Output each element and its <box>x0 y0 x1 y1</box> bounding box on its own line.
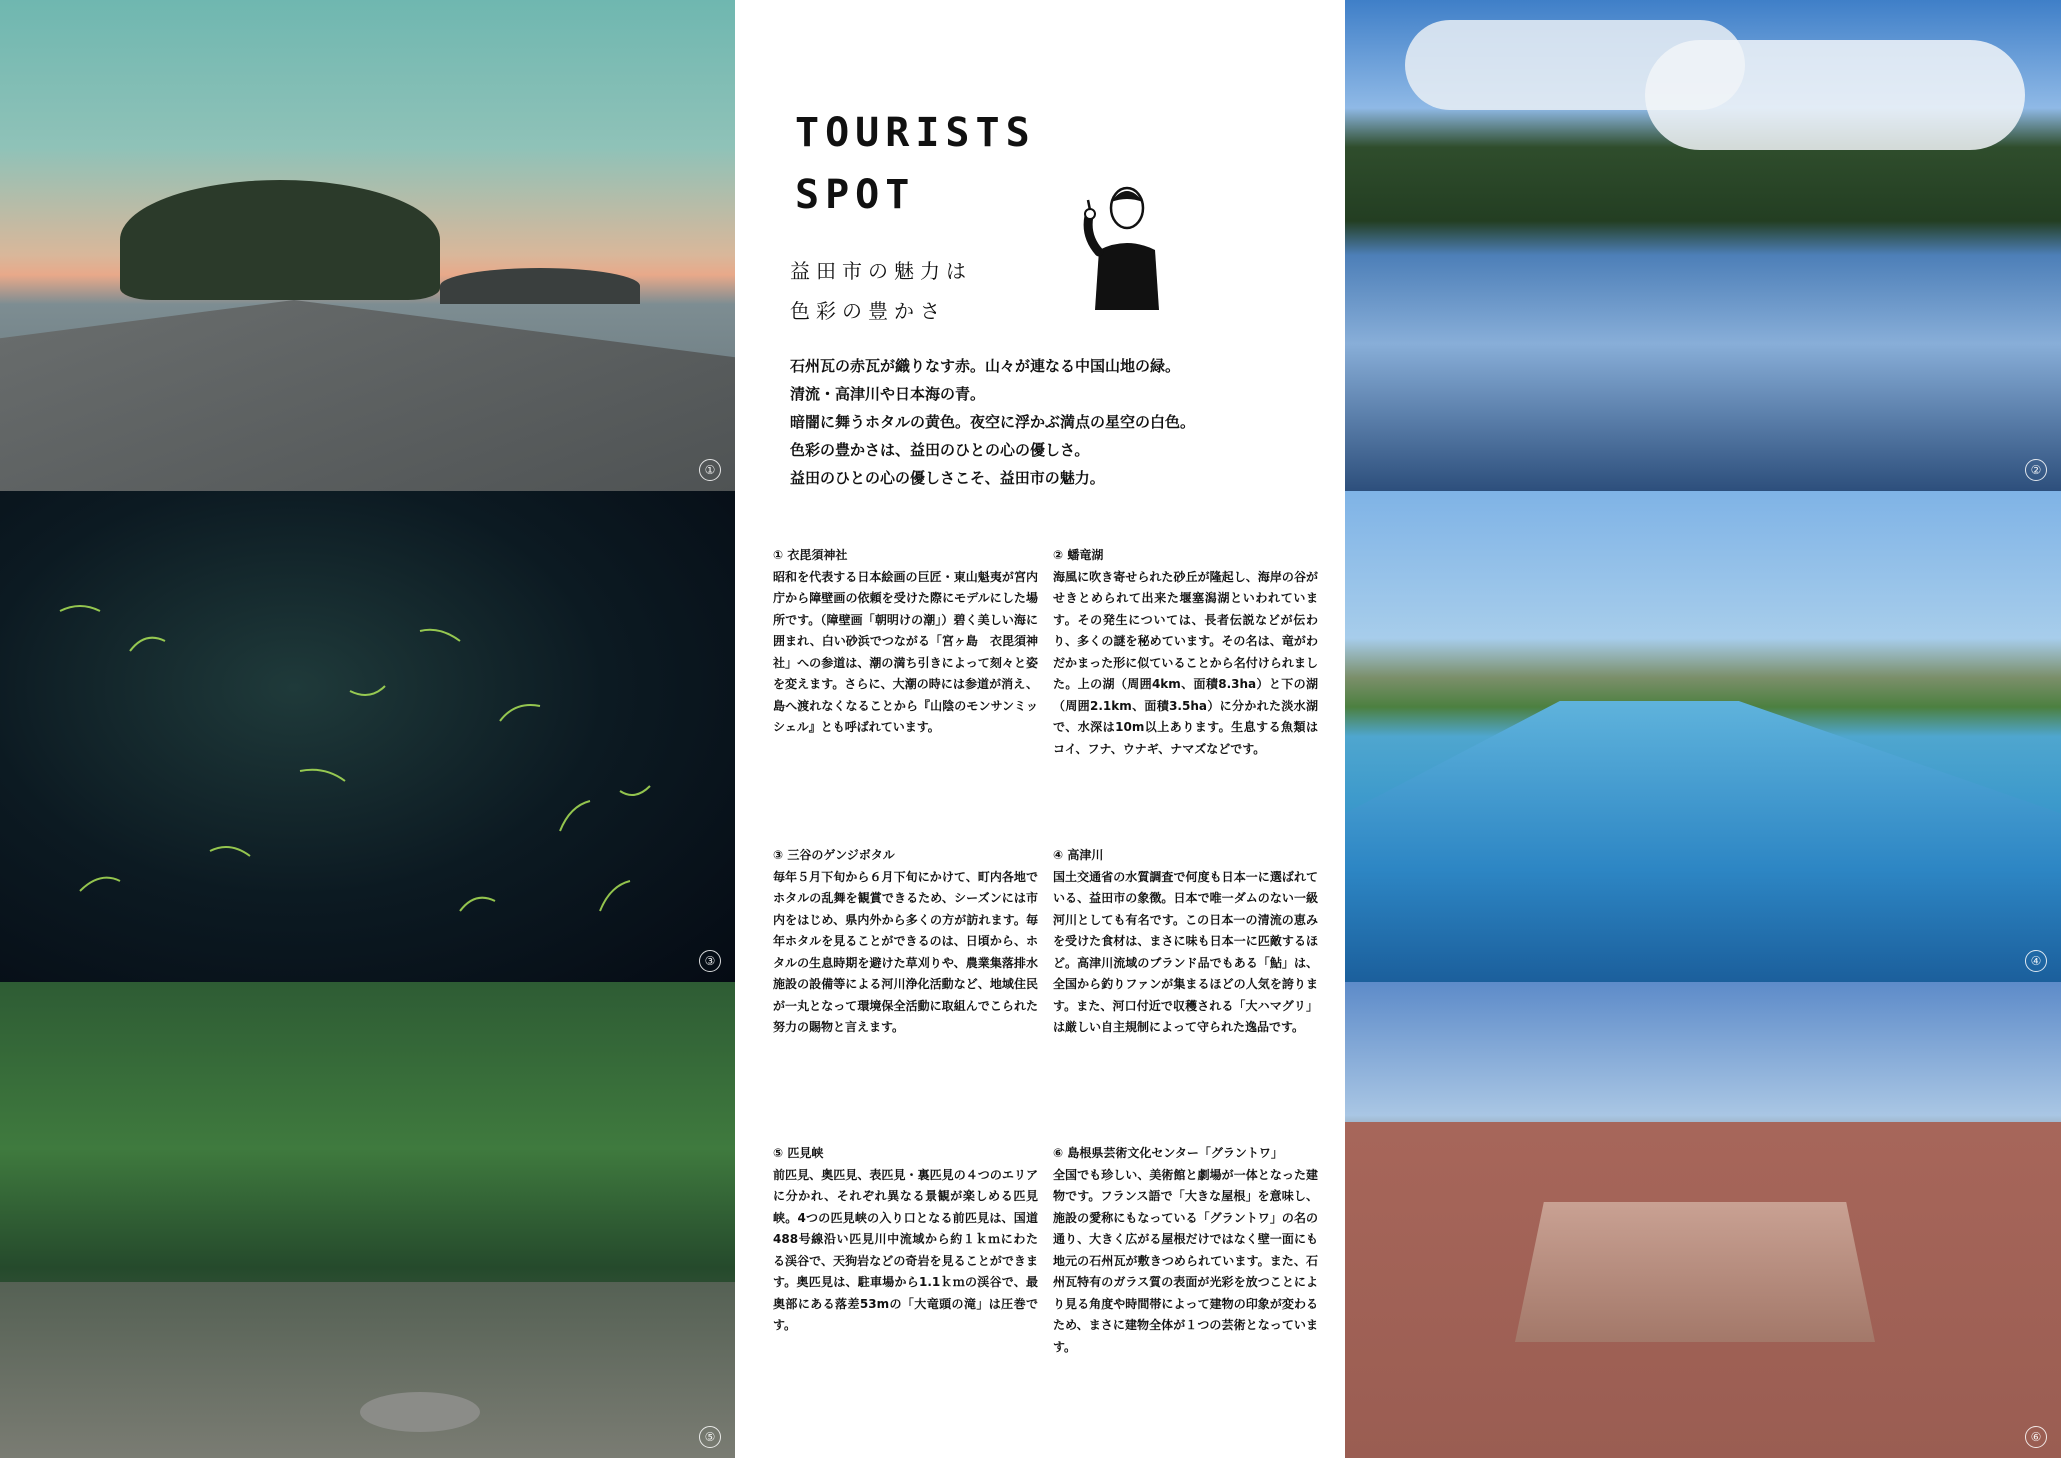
photo-number-4: ④ <box>2025 950 2047 972</box>
water-courtyard-shape <box>1515 1202 1875 1342</box>
spot-title: ⑤ 匹見峡 <box>773 1146 824 1160</box>
intro-line: 暗闇に舞うホタルの黄色。夜空に浮かぶ満点の星空の白色。 <box>790 413 1196 431</box>
spot-hikimi-gorge <box>773 1143 1038 1337</box>
text-column <box>735 0 1345 1458</box>
title-line-1: TOURISTS <box>795 110 1036 156</box>
photo-number-5: ⑤ <box>699 1426 721 1448</box>
spot-mitani-fireflies <box>773 845 1038 1039</box>
rock-shape <box>360 1392 480 1432</box>
spot-grand-toit <box>1053 1143 1318 1358</box>
subtitle-line-2: 色彩の豊かさ <box>790 299 946 323</box>
photo-hikimi-gorge <box>0 982 735 1458</box>
spot-body: 毎年５月下旬から６月下旬にかけて、町内各地でホタルの乱舞を観賞できるため、シーズンには市内をはじめ、県内外から多くの方が訪れます。毎年ホタルを見ることができるのは、日頃から、ホタルの生息時期を避けた草刈りや、農業集落排水施設の設備等による河川浄化活動など、地域住民が一丸となって環境保全活動に取組んでこられた努力の賜物と言えます。 <box>773 869 1038 1034</box>
subtitle-line-1: 益田市の魅力は <box>790 259 972 283</box>
island-shape <box>120 180 440 300</box>
spot-body: 前匹見、奥匹見、表匹見・裏匹見の４つのエリアに分かれ、それぞれ異なる景観が楽しめる匹見峡。4つの匹見峡の入り口となる前匹見は、国道488号線沿い匹見川中流域から約１ｋｍにわたる渓谷で、天狗岩などの奇岩を見ることができます。奥匹見は、駐車場から1.1ｋｍの渓谷で、最奥部にある落差53mの「大竜頭の滝」は圧巻です。 <box>773 1167 1038 1332</box>
spot-ebisu-shrine <box>773 545 1038 739</box>
intro-line: 清流・高津川や日本海の青。 <box>790 385 986 403</box>
spot-body: 昭和を代表する日本絵画の巨匠・東山魁夷が宮内庁から障壁画の依頼を受けた際にモデルにした場所です。（障壁画「朝明けの潮」）碧く美しい海に囲まれ、白い砂浜でつながる「宮ヶ島 衣毘須神社」への参道は、潮の満ち引きによって刻々と姿を変えます。さらに、大潮の時には参道が消え、島へ渡れなくなることから『山陰のモンサンミッシェル』とも呼ばれています。 <box>773 569 1038 734</box>
spot-title: ⑥ 島根県芸術文化センター「グラントワ」 <box>1053 1146 1283 1160</box>
spot-title: ② 蟠竜湖 <box>1053 548 1104 562</box>
spot-takatsu-river <box>1053 845 1318 1039</box>
river-shape <box>1345 701 2061 982</box>
photo-fireflies <box>0 491 735 982</box>
person-pointing-illustration <box>1075 180 1175 310</box>
rock-shape <box>440 268 640 304</box>
intro-line: 益田のひとの心の優しさこそ、益田市の魅力。 <box>790 469 1105 487</box>
photo-number-3: ③ <box>699 950 721 972</box>
cloud-shape <box>1645 40 2025 150</box>
photo-number-6: ⑥ <box>2025 1426 2047 1448</box>
spot-body: 国土交通省の水質調査で何度も日本一に選ばれている、益田市の象徴。日本で唯一ダムのない一級河川としても有名です。この日本一の清流の恵みを受けた食材は、まさに味も日本一に匹敵するほど。高津川流域のブランド品でもある「鮎」は、全国から釣りファンが集まるほどの人気を誇ります。また、河口付近で収穫される「大ハマグリ」は厳しい自主規制によって守られた逸品です。 <box>1053 869 1318 1034</box>
spot-body: 海風に吹き寄せられた砂丘が隆起し、海岸の谷がせきとめられて出来た堰塞潟湖といわれています。その発生については、長者伝説などが伝わり、多くの謎を秘めています。その名は、竜がわだかまった形に似ていることから名付けられました。上の湖（周囲4km、面積8.3ha）と下の湖（周囲2.1km、面積3.5ha）に分かれた淡水湖で、水深は10m以上あります。生息する魚類はコイ、フナ、ウナギ、ナマズなどです。 <box>1053 569 1318 756</box>
intro-line: 石州瓦の赤瓦が織りなす赤。山々が連なる中国山地の緑。 <box>790 357 1181 375</box>
spot-title: ③ 三谷のゲンジボタル <box>773 848 895 862</box>
spot-title: ① 衣毘須神社 <box>773 548 848 562</box>
photo-grand-toit <box>1345 982 2061 1458</box>
photo-number-1: ① <box>699 459 721 481</box>
intro-text <box>790 352 1290 492</box>
spot-banryu-lake <box>1053 545 1318 760</box>
photo-takatsu-river <box>1345 491 2061 982</box>
photo-banryu-lake <box>1345 0 2061 491</box>
riverbed-shape <box>0 1282 735 1458</box>
spot-title: ④ 高津川 <box>1053 848 1104 862</box>
beach-shape <box>0 300 735 491</box>
photo-ebisu-shrine <box>0 0 735 491</box>
photo-number-2: ② <box>2025 459 2047 481</box>
firefly-trails <box>0 491 735 982</box>
spot-body: 全国でも珍しい、美術館と劇場が一体となった建物です。フランス語で「大きな屋根」を意味し、施設の愛称にもなっている「グラントワ」の名の通り、大きく広がる屋根だけではなく壁一面にも地元の石州瓦が敷きつめられています。また、石州瓦特有のガラス質の表面が光彩を放つことにより見る角度や時間帯によって建物の印象が変わるため、まさに建物全体が１つの芸術となっています。 <box>1053 1167 1318 1354</box>
title-line-2: SPOT <box>795 172 916 218</box>
intro-line: 色彩の豊かさは、益田のひとの心の優しさ。 <box>790 441 1090 459</box>
